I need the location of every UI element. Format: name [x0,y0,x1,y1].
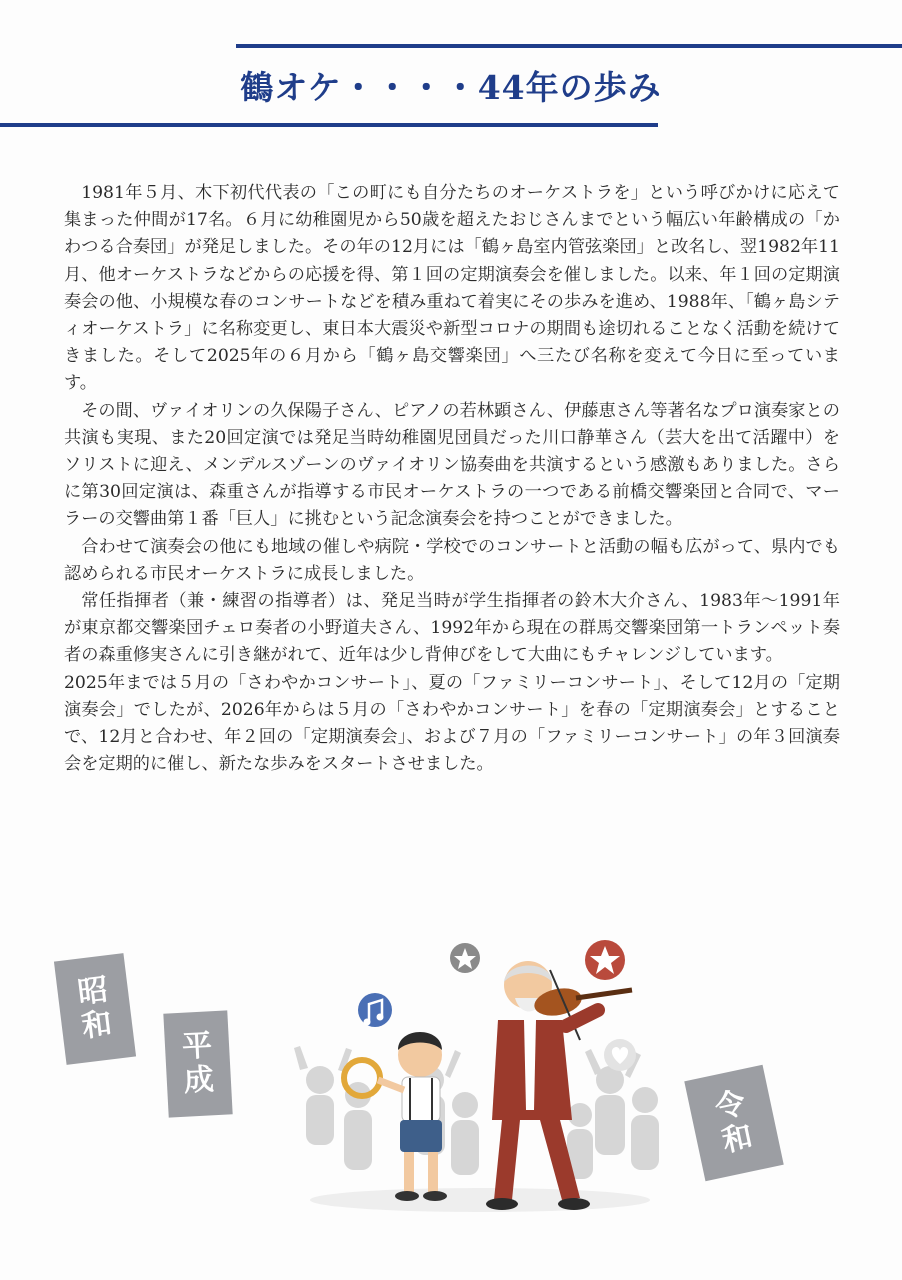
era-tag-heisei [163,1010,232,1117]
era-tag-showa [54,953,136,1065]
era-char: 令 [712,1085,749,1127]
paragraph-concert-schedule: 2025年までは５月の「さわやかコンサート」、夏の「ファミリーコンサート」、そして12月の「定期演奏会」でしたが、2026年からは５月の「さわやかコンサート」を春の「定期演奏会」とすることで、12月と合わせ、年２回の「定期演奏会」、および７月の「ファミリーコンサート」の年３回演奏会を定期的に催し、新たな歩みをスタートさせました。 [64,672,840,775]
era-char: 昭 [75,972,110,1011]
era-char: 和 [719,1118,756,1160]
header-bottom-rule [0,123,658,127]
article-body [64,180,840,778]
paragraph-growth: 合わせて演奏会の他にも地域の催しや病院・学校でのコンサートと活動の幅も広がって、県内でも認められる市民オーケストラに成長しました。 [64,536,840,584]
page-title: 鶴オケ・・・・44年の歩み [240,68,662,107]
era-tag-reiwa [684,1065,783,1181]
music-note-icon [358,993,392,1027]
header-top-rule [236,44,902,48]
era-char: 平 [181,1028,213,1065]
era-char: 和 [79,1006,115,1045]
era-char: 成 [182,1062,215,1099]
paragraph-conductors: 常任指揮者（兼・練習の指導者）は、発足当時が学生指揮者の鈴木大介さん、1983年〜1991年が東京都交響楽団チェロ奏者の小野道夫さん、1992年から現在の群馬交響楽団第一トランペット奏者の森重修実さんに引き継がれて、近年は少し背伸びをして大曲にもチャレンジしています。 [64,591,840,666]
orchestra-illustration [280,930,680,1230]
star-icon [585,940,625,980]
ground-shadow [310,1188,650,1212]
paragraph-collaborations: その間、ヴァイオリンの久保陽子さん、ピアノの若林顕さん、伊藤恵さん等著名なプロ演奏家との共演も実現、また20回定演では発足当時幼稚園児団員だった川口静華さん（芸大を出て活躍中）をソリストに迎え、メンデルスゾーンのヴァイオリン協奏曲を共演するという感激もありました。さらに第30回定演は、森重さんが指導する市民オーケストラの一つである前橋交響楽団と合同で、マーラーの交響曲第１番「巨人」に挑むという記念演奏会を持つことができました。 [64,400,840,530]
heart-icon [604,1039,636,1071]
star-icon [450,943,480,973]
paragraph-history: 1981年５月、木下初代代表の「この町にも自分たちのオーケストラを」という呼びかけに応えて集まった仲間が17名。６月に幼稚園児から50歳を超えたおじさんまでという幅広い年齢構成の「かわつる合奏団」が発足しました。その年の12月には「鶴ヶ島室内管弦楽団」と改名し、翌1982年11月、他オーケストラなどからの応援を得、第１回の定期演奏会を催しました。以来、年１回の定期演奏会の他、小規模な春のコンサートなどを積み重ねて着実にその歩みを進め、1988年、「鶴ヶ島シティオーケストラ」に名称変更し、東日本大震災や新型コロナの期間も途切れることなく活動を続けてきました。そして2025年の６月から「鶴ヶ島交響楽団」へ三たび名称を変えて今日に至っています。 [64,183,840,394]
